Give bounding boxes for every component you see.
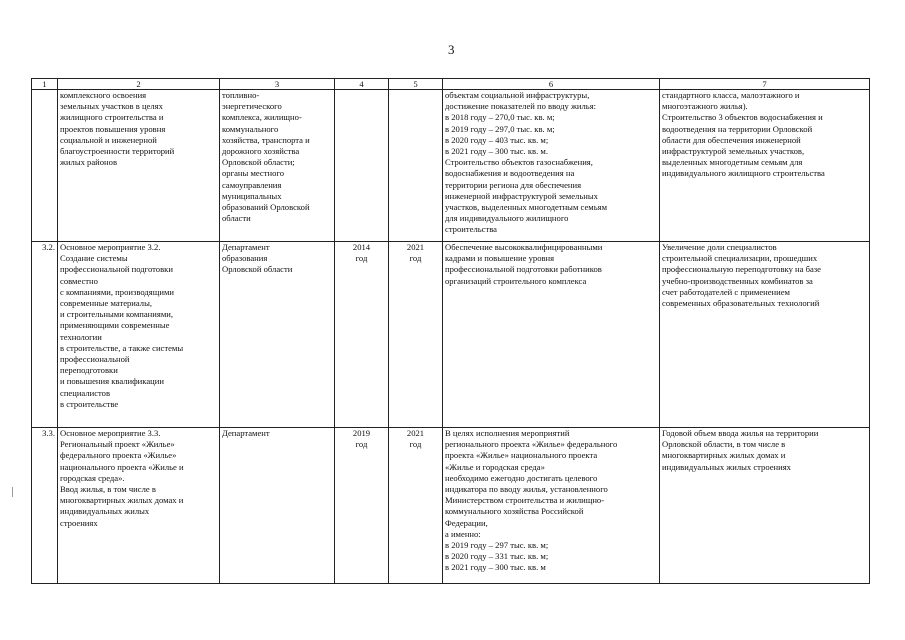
start-year-cell	[335, 90, 389, 242]
expected-results-line: объектам социальной инфраструктуры,	[445, 90, 590, 100]
measure-name-line: совместно	[60, 275, 98, 286]
table-row	[32, 242, 870, 428]
executor-line: образования	[222, 253, 268, 264]
expected-results-line: инженерной инфраструктурой земельных	[445, 190, 598, 201]
measure-name-line: жилищного строительства и	[60, 112, 164, 123]
measure-name-line: современные материалы,	[60, 298, 153, 309]
start-year-cell	[335, 242, 389, 428]
row-number-cell	[32, 90, 58, 242]
expected-results-line: в 2020 году – 331 тыс. кв. м;	[445, 551, 549, 562]
start-year-cell	[335, 428, 389, 584]
expected-results-line: В целях исполнения мероприятий	[445, 428, 570, 438]
end-year-cell	[389, 242, 443, 428]
effects-line: Орловской области, в том числе в	[662, 439, 786, 450]
measure-name-line: национального проекта «Жилье и	[60, 461, 184, 472]
header-col-4: 4	[335, 79, 389, 90]
expected-results-line: организаций строительного комплекса	[445, 275, 587, 286]
measure-name-line: федерального проекта «Жилье»	[60, 450, 177, 461]
expected-results-line: регионального проекта «Жилье» федерального	[445, 439, 618, 450]
start-year-line: год	[355, 439, 368, 450]
measure-name-line: специалистов	[60, 387, 111, 398]
measure-name-line: жилых районов	[60, 157, 118, 168]
expected-results-line: Министерством строительства и жилищно-	[445, 495, 605, 506]
effects-cell	[660, 242, 870, 428]
measure-name-cell	[58, 242, 220, 428]
executor-line: дорожного хозяйства	[222, 146, 300, 157]
expected-results-cell	[443, 242, 660, 428]
measure-name-line: Основное мероприятие 3.3.	[60, 428, 161, 438]
effects-line: многоквартирных жилых домах и	[662, 450, 786, 461]
end-year-cell	[389, 90, 443, 242]
effects-line: Увеличение доли специалистов	[662, 242, 777, 252]
end-year-cell	[389, 428, 443, 584]
expected-results-line: в 2020 году – 403 тыс. кв. м;	[445, 134, 549, 145]
measure-name-cell	[58, 428, 220, 584]
measure-name-line: строениях	[60, 517, 98, 528]
measure-name-line: Создание системы	[60, 253, 128, 264]
executor-line: образований Орловской	[222, 202, 310, 213]
measure-name-line: и строительными компаниями,	[60, 309, 174, 320]
expected-results-line: профессиональной подготовки работников	[445, 264, 602, 275]
measure-name-line: профессиональной подготовки	[60, 264, 173, 275]
expected-results-line: в 2021 году – 300 тыс. кв. м.	[445, 146, 548, 157]
expected-results-line: коммунального хозяйства Российской	[445, 506, 584, 517]
expected-results-line: в 2019 году – 297,0 тыс. кв. м;	[445, 123, 555, 134]
end-year-line: 2021	[406, 428, 425, 438]
expected-results-line: территории региона для обеспечения	[445, 179, 582, 190]
end-year-line: год	[409, 439, 422, 450]
start-year-line: 2019	[352, 428, 371, 438]
executor-line: Орловской области	[222, 264, 293, 275]
expected-results-line: водоснабжения и водоотведения на	[445, 168, 575, 179]
end-year-line: год	[409, 253, 422, 264]
page-number: 3	[448, 42, 455, 57]
expected-results-cell	[443, 90, 660, 242]
table-row	[32, 90, 870, 242]
executor-cell	[220, 90, 335, 242]
header-col-5: 5	[389, 79, 443, 90]
header-col-1: 1	[32, 79, 58, 90]
row-number-cell: 3.3.	[32, 428, 58, 584]
start-year-line: 2014	[352, 242, 371, 252]
effects-line: выделенных многодетным семьям для	[662, 157, 803, 168]
header-col-2: 2	[58, 79, 220, 90]
measure-name-line: Основное мероприятие 3.2.	[60, 242, 161, 252]
measure-name-line: с компаниями, производящими	[60, 286, 174, 297]
executor-line: хозяйства, транспорта и	[222, 134, 310, 145]
measure-name-line: технологии	[60, 331, 102, 342]
measure-name-line: земельных участков в целях	[60, 101, 163, 112]
measure-name-line: комплексного освоения	[60, 90, 147, 100]
effects-line: индивидуальных жилых строениях	[662, 461, 791, 472]
expected-results-line: «Жилье и городская среда»	[445, 461, 545, 472]
measure-name-line: переподготовки	[60, 365, 118, 376]
effects-line: строительной специализации, прошедших	[662, 253, 818, 264]
effects-line: Годовой объем ввода жилья на территории	[662, 428, 819, 438]
measure-name-line: в строительстве, а также системы	[60, 342, 184, 353]
measure-name-line: в строительстве	[60, 398, 119, 409]
header-col-6: 6	[443, 79, 660, 90]
effects-cell	[660, 428, 870, 584]
measure-name-line: индивидуальных жилых	[60, 506, 150, 517]
measure-name-line: проектов повышения уровня	[60, 123, 166, 134]
measure-name-line: социальной и инженерной	[60, 134, 157, 145]
expected-results-line: участков, выделенных многодетным семьям	[445, 202, 608, 213]
effects-line: профессиональную переподготовку на базе	[662, 264, 821, 275]
effects-line: Строительство 3 объектов водоснабжения и	[662, 112, 823, 123]
executor-cell	[220, 428, 335, 584]
expected-results-line: в 2019 году – 297 тыс. кв. м;	[445, 540, 549, 551]
expected-results-line: в 2021 году – 300 тыс. кв. м	[445, 562, 546, 573]
margin-mark	[12, 487, 13, 497]
measure-name-cell	[58, 90, 220, 242]
executor-line: органы местного	[222, 168, 284, 179]
expected-results-line: достижение показателей по вводу жилья:	[445, 101, 597, 112]
effects-line: учебно-производственных комбинатов за	[662, 275, 813, 286]
measure-name-line: многоквартирных жилых домах и	[60, 495, 184, 506]
expected-results-line: проекта «Жилье» национального проекта	[445, 450, 598, 461]
executor-line: Департамент	[222, 242, 270, 252]
expected-results-line: Обеспечение высококвалифицированными	[445, 242, 603, 252]
effects-line: стандартного класса, малоэтажного и	[662, 90, 800, 100]
measure-name-line: благоустроенности территорий	[60, 146, 175, 157]
expected-results-line: строительства	[445, 224, 497, 235]
effects-line: современных образовательных технологий	[662, 298, 820, 309]
expected-results-line: индикатора по вводу жилья, установленного	[445, 484, 608, 495]
expected-results-line: в 2018 году – 270,0 тыс. кв. м;	[445, 112, 555, 123]
row-number-cell: 3.2.	[32, 242, 58, 428]
header-col-7: 7	[660, 79, 870, 90]
expected-results-line: Федерации,	[445, 517, 488, 528]
effects-line: многоэтажного жилья).	[662, 101, 748, 112]
measure-name-line: профессиональной	[60, 354, 130, 365]
start-year-line: год	[355, 253, 368, 264]
expected-results-line: а именно:	[445, 528, 481, 539]
executor-line: области	[222, 213, 251, 224]
measure-name-line: Ввод жилья, в том числе в	[60, 484, 156, 495]
executor-cell	[220, 242, 335, 428]
executor-line: топливно-	[222, 90, 260, 100]
expected-results-line: Строительство объектов газоснабжения,	[445, 157, 593, 168]
executor-line: муниципальных	[222, 190, 282, 201]
header-col-3: 3	[220, 79, 335, 90]
expected-results-cell	[443, 428, 660, 584]
executor-line: комплекса, жилищно-	[222, 112, 302, 123]
executor-line: самоуправления	[222, 179, 282, 190]
effects-line: счет работодателей с применением	[662, 286, 790, 297]
measure-name-line: городская среда».	[60, 472, 125, 483]
effects-line: инфраструктурой земельных участков,	[662, 146, 805, 157]
executor-line: Департамент	[222, 428, 270, 438]
expected-results-line: для индивидуального жилищного	[445, 213, 569, 224]
effects-line: индивидуального жилищного строительства	[662, 168, 825, 179]
effects-cell	[660, 90, 870, 242]
measure-name-line: применяющими современные	[60, 320, 170, 331]
executor-line: коммунального	[222, 123, 279, 134]
effects-line: области для обеспечения инженерной	[662, 134, 801, 145]
executor-line: Орловской области;	[222, 157, 295, 168]
expected-results-line: кадрами и повышение уровня	[445, 253, 555, 264]
measures-table	[31, 78, 870, 584]
expected-results-line: необходимо ежегодно достигать целевого	[445, 472, 598, 483]
table-row	[32, 428, 870, 584]
effects-line: водоотведения на территории Орловской	[662, 123, 813, 134]
header-row	[32, 79, 870, 90]
measure-name-line: и повышения квалификации	[60, 376, 164, 387]
end-year-line: 2021	[406, 242, 425, 252]
executor-line: энергетического	[222, 101, 282, 112]
measure-name-line: Региональный проект «Жилье»	[60, 439, 175, 450]
